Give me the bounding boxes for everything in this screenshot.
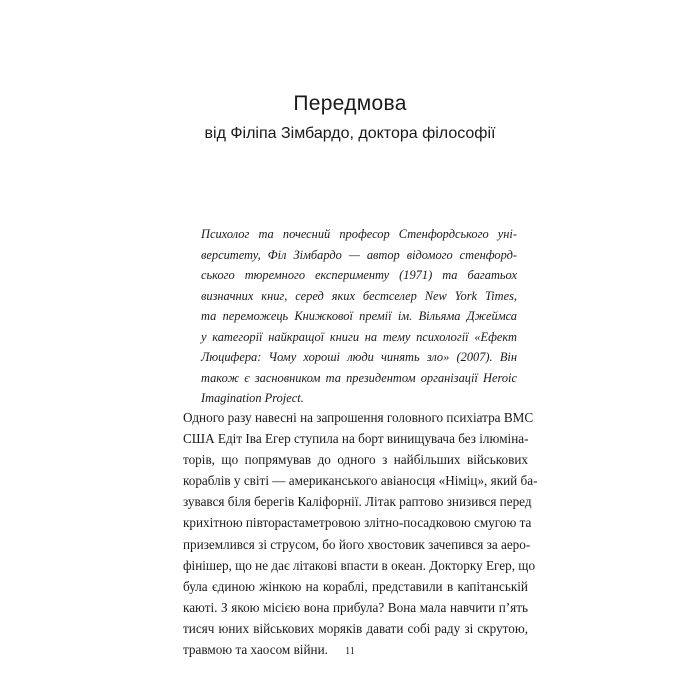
chapter-title: Передмова [293,92,407,115]
body-line: фінішер, що не дає літакові впасти в океан. Докторку Егер, що [183,557,536,573]
page-number: 11 [345,646,355,657]
body-line: каюті. З якою місією вона прибула? Вона мала навчити п’ять [183,599,528,615]
epigraph-line: та переможець Книжкової премії ім. Вільяма Джеймса [201,309,517,323]
body-line: приземлився зі струсом, бо його хвостовик зачепився за аеро- [183,536,531,552]
body-paragraph [183,407,538,660]
epigraph [201,224,517,409]
epigraph-line: визначних книг, серед яких бестселер New York Times, [201,288,517,303]
epigraph-line: верситету, Філ Зімбардо — автор відомого стенфорд- [201,247,517,262]
body-line: США Едіт Іва Егер ступила на борт винищувача без ілюміна- [183,431,529,447]
epigraph-line: Imagination Project. [201,391,304,405]
body-line: травмою та хаосом війни. [183,642,328,658]
body-line: Одного разу навесні на запрошення головного психіатра ВМС [183,410,534,425]
epigraph-line: у категорії найкращої книги на тему психології «Ефект [201,329,517,344]
body-line: зувався біля берегів Каліфорнії. Літак раптово знизився перед [183,494,532,510]
epigraph-line: ського тюремного експерименту (1971) та багатьох [201,268,517,282]
body-line: торів, що попрямував до одного з найбільших військових [183,452,528,468]
body-line: була єдиною жінкою на кораблі, представили в капітанській [183,578,528,594]
epigraph-line: Люцифера: Чому хороші люди чинять зло» (2007). Він [201,350,517,364]
epigraph-line: Психолог та почесний професор Стенфордського уні- [201,227,517,241]
body-line: кораблів у світі — американського авіаносця «Німіц», який ба- [183,473,538,489]
epigraph-line: також є засновником та президентом організації Heroic [201,370,517,385]
body-line: тисяч юних військових моряків давати собі раду зі скрутою, [183,620,528,636]
body-line: крихітною півторастаметровою злітно-посадковою смугою та [183,515,532,531]
chapter-subtitle: від Філіпа Зімбардо, доктора філософії [204,125,496,142]
